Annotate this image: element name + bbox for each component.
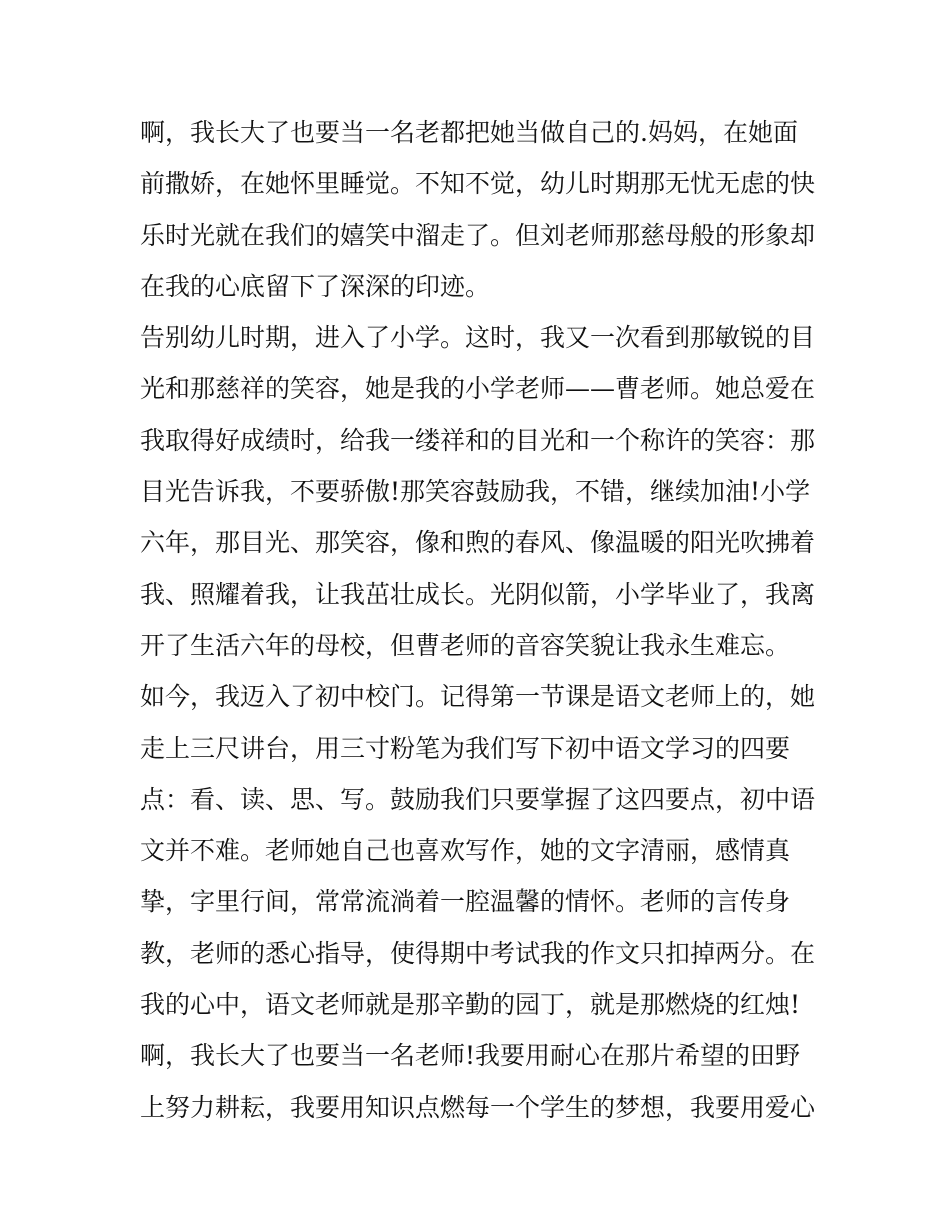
text-line: 挚，字里行间，常常流淌着一腔温馨的情怀。老师的言传身	[140, 887, 791, 917]
text-line: 文并不难。老师她自己也喜欢写作，她的文字清丽，感情真	[140, 836, 791, 866]
text-line: 啊，我长大了也要当一名老都把她当做自己的.妈妈，在她面	[140, 118, 798, 147]
text-line: 乐时光就在我们的嬉笑中溜走了。但刘老师那慈母般的形象却	[140, 220, 816, 250]
text-line: 在我的心底留下了深深的印迹。	[140, 271, 491, 301]
text-line: 教，老师的悉心指导，使得期中考试我的作文只扣掉两分。在	[140, 938, 816, 968]
text-line: 如今，我迈入了初中校门。记得第一节课是语文老师上的，她	[140, 682, 816, 712]
text-line: 啊，我长大了也要当一名老师!我要用耐心在那片希望的田野	[140, 1041, 801, 1071]
text-line: 我、照耀着我，让我茁壮成长。光阴似箭，小学毕业了，我离	[140, 579, 816, 609]
text-line: 我取得好成绩时，给我一缕祥和的目光和一个称许的笑容：那	[140, 425, 816, 455]
text-line: 目光告诉我，不要骄傲!那笑容鼓励我，不错，继续加油!小学	[140, 477, 811, 507]
text-line: 前撒娇，在她怀里睡觉。不知不觉，幼儿时期那无忧无虑的快	[140, 169, 816, 199]
text-line: 告别幼儿时期，进入了小学。这时，我又一次看到那敏锐的目	[140, 323, 816, 353]
text-line: 上努力耕耘，我要用知识点燃每一个学生的梦想，我要用爱心	[140, 1092, 816, 1122]
text-line: 走上三尺讲台，用三寸粉笔为我们写下初中语文学习的四要	[140, 733, 791, 763]
text-line: 开了生活六年的母校，但曹老师的音容笑貌让我永生难忘。	[140, 630, 791, 660]
text-line: 我的心中，语文老师就是那辛勤的园丁，就是那燃烧的红烛!	[140, 990, 801, 1020]
text-line: 点：看、读、思、写。鼓励我们只要掌握了这四要点，初中语	[140, 784, 816, 814]
essay-text	[140, 107, 820, 1133]
text-line: 光和那慈祥的笑容，她是我的小学老师——曹老师。她总爱在	[140, 374, 816, 404]
text-line: 六年，那目光、那笑容，像和煦的春风、像温暖的阳光吹拂着	[140, 528, 816, 558]
